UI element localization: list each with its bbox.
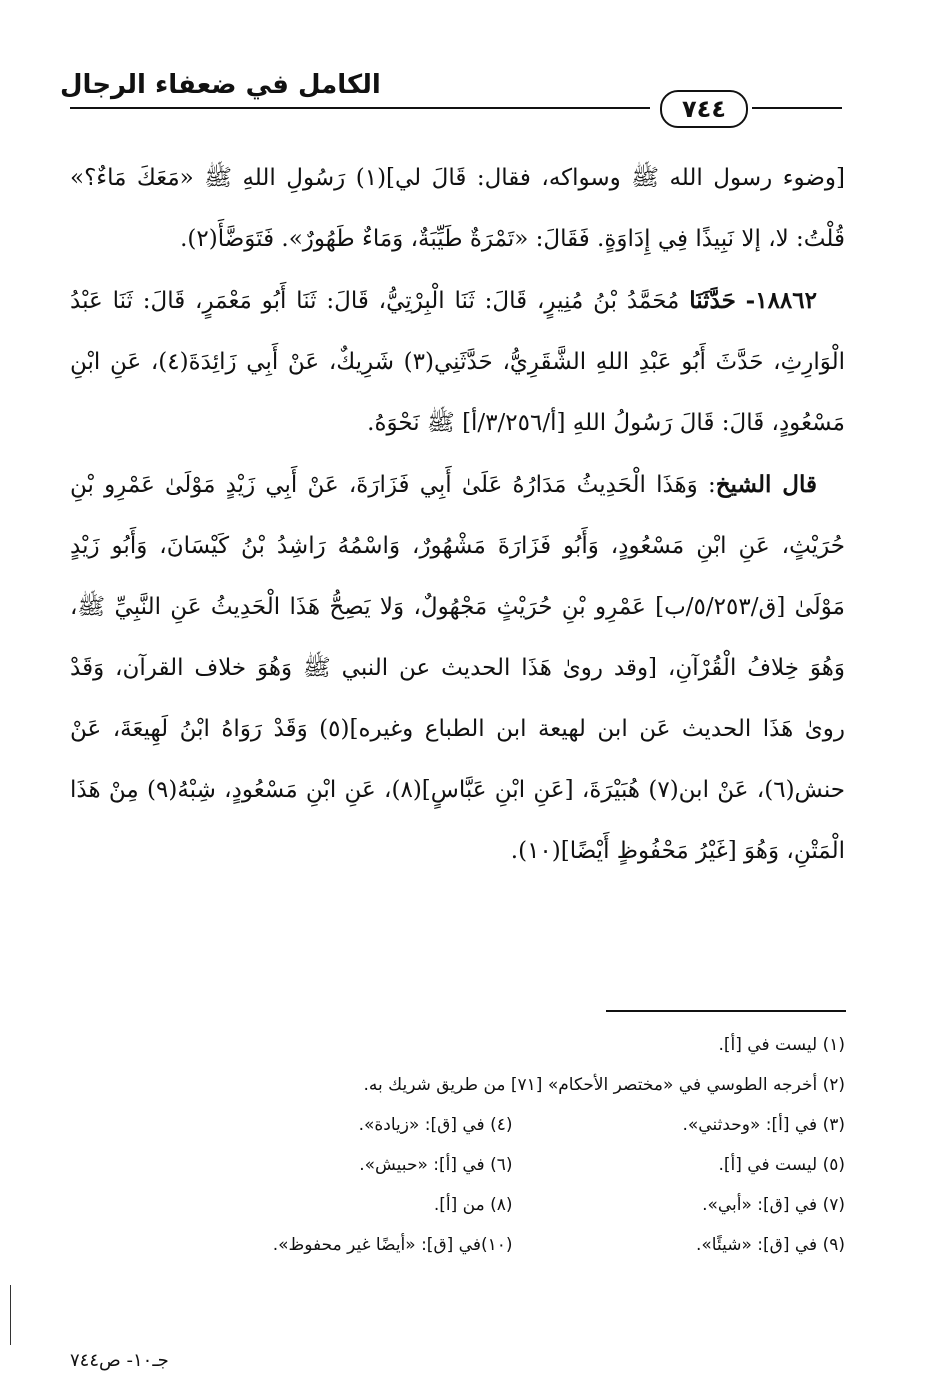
paragraph-3 <box>70 454 845 882</box>
footnote-2: (٢) أخرجه الطوسي في «مختصر الأحكام» [٧١] من طريق شريك به. <box>363 1075 845 1095</box>
paragraph-1: [وضوء رسول الله ﷺ وسواكه، فقال: قَالَ لي](١) رَسُولِ اللهِ ﷺ «مَعَكَ مَاءٌ؟» قُلْتُ: لا، إلا نَبِيذًا فِي إِدَاوَةٍ. فَقَالَ: «تَمْرَةٌ طَيِّبَةٌ، وَمَاءٌ طَهُورٌ». فَتَوَضَّأَ(٢). <box>70 165 846 252</box>
paragraph-3-text: : وَهَذَا الْحَدِيثُ مَدَارُهُ عَلَىٰ أَبِي فَزَارَةَ، عَنْ أَبِي زَيْدٍ مَوْلَىٰ عَمْرِو بْنِ حُرَيْثٍ، عَنِ ابْنِ مَسْعُودٍ، وَأَبُو فَزَارَةَ مَشْهُورٌ، وَاسْمُهُ رَاشِدُ بْنُ كَيْسَانَ، وَأَبُو زَيْدٍ مَوْلَىٰ [ق/٥/٢٥٣/ب] عَمْرِو بْنِ حُرَيْثٍ مَجْهُولٌ، وَلا يَصِحُّ هَذَا الْحَدِيثُ عَنِ النَّبِيِّ ﷺ، وَهُوَ خِلافُ الْقُرْآنِ، [وقد روىٰ هَذَا الحديث عن النبي ﷺ وَهُوَ خلاف القرآن، وَقَدْ روىٰ هَذَا الحديث عَن ابن لهيعة ابن الطباع وغيره](٥) وَقَدْ رَوَاهُ ابْنُ لَهِيعَةَ، عَنْ حنش(٦)، عَنْ ابن(٧) هُبَيْرَةَ، [عَنِ ابْنِ عَبَّاسٍ](٨)، عَنِ ابْنِ مَسْعُودٍ، شِبْهُ(٩) مِنْ هَذَا الْمَتْنِ، وَهُوَ [غَيْرُ مَحْفُوظٍ أَيْضًا](١٠). <box>70 472 846 864</box>
header-rule <box>70 107 650 109</box>
footnote-10: (١٠)في [ق]: «أيضًا غير محفوظ». <box>272 1235 513 1255</box>
footnotes <box>180 1025 845 1265</box>
footnote-4: (٤) في [ق]: «زيادة». <box>358 1115 513 1135</box>
main-text <box>70 148 845 882</box>
footnote-separator <box>606 1010 846 1012</box>
paragraph-2-text: مُحَمَّدُ بْنُ مُنِيرٍ، قَالَ: ثَنَا الْبِرْتِيُّ، قَالَ: ثَنَا أَبُو مَعْمَرٍ، قَالَ: ثَنَا عَبْدُ الْوَارِثِ، حَدَّثَ أَبُو عَبْدِ اللهِ الشَّقَرِيُّ، حَدَّثَنِي(٣) شَرِيكٌ، عَنْ أَبِي زَائِدَةَ(٤)، عَنِ ابْنِ مَسْعُودٍ، قَالَ: قَالَ رَسُولُ اللهِ [أ/٣/٢٥٦/أ] ﷺ نَحْوَهُ. <box>70 288 845 436</box>
footnote-row <box>180 1025 845 1065</box>
footnote-row <box>180 1225 845 1265</box>
footnote-row <box>180 1105 845 1145</box>
sheikh-label: قال الشيخ <box>715 471 817 498</box>
volume-page-reference: جـ١٠- ص٧٤٤ <box>70 1350 169 1371</box>
running-header-title: الكامل في ضعفاء الرجال <box>60 70 381 100</box>
page-number-badge: ٧٤٤ <box>660 90 748 128</box>
footnote-5: (٥) ليست في [أ]. <box>718 1155 845 1175</box>
footnote-row <box>180 1185 845 1225</box>
margin-mark <box>10 1285 11 1345</box>
footnote-3: (٣) في [أ]: «وحدثني». <box>682 1115 845 1135</box>
haddathana: حَدَّثَنَا <box>689 287 736 314</box>
footnote-row <box>180 1145 845 1185</box>
paragraph-2 <box>70 270 845 454</box>
footnote-7: (٧) في [ق]: «أبي». <box>702 1195 845 1215</box>
header-rule <box>752 107 842 109</box>
footnote-6: (٦) في [أ]: «حبيش». <box>359 1155 513 1175</box>
footnote-row <box>180 1065 845 1105</box>
entry-number: ١٨٨٦٢- <box>745 287 817 314</box>
footnote-8: (٨) من [أ]. <box>433 1195 513 1215</box>
footnote-9: (٩) في [ق]: «شيئًا». <box>696 1235 845 1255</box>
footnote-1: (١) ليست في [أ]. <box>718 1035 845 1055</box>
